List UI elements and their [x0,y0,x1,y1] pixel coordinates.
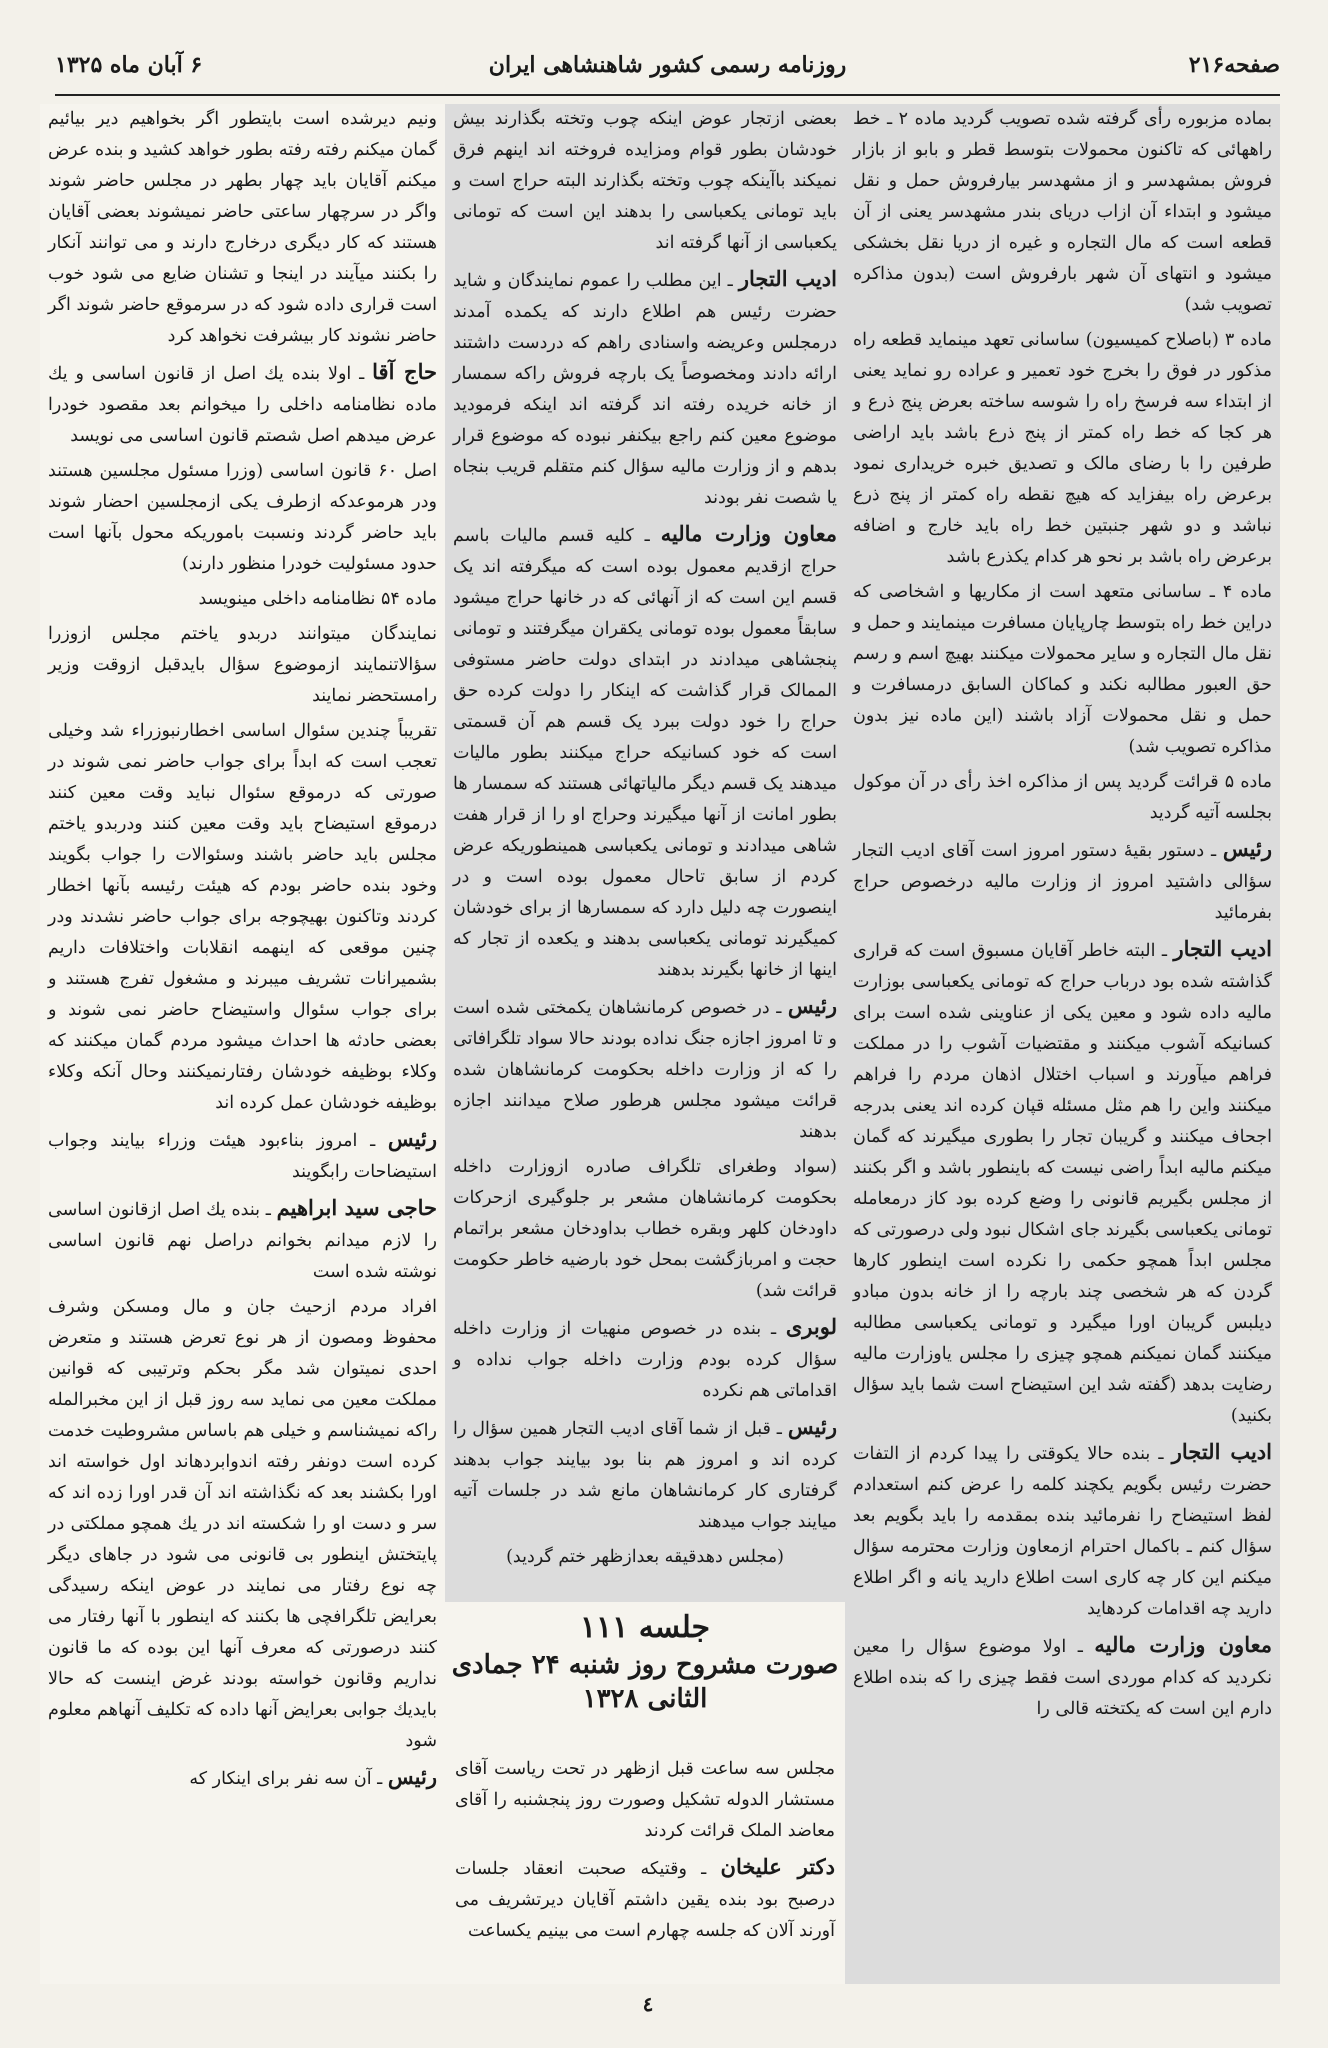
page-label: صفحه۲۱۶ [1188,52,1280,78]
page-number: ٤ [642,1992,654,2016]
speech-text: ـ امروز بناءبود هیئت وزراء بیایند وجواب استیضاحات رابگویند [48,1131,437,1182]
session-subtitle: صورت مشروح روز شنبه ۲۴ جمادی [451,1650,839,1680]
speaker-name: رئیس [387,1126,437,1151]
paragraph: تقریباً چندین سئوال اساسی اخطارنبوزراء شد وخیلی تعجب است که ابداً برای جواب حاضر نمی شوند در صورتی که درموقع سئوال نباید وقت معین کنند درموقع استیضاح باید وقت معین کنند ودربدو یاختم مجلس باید حاضر باشند وسئوالات را جواب بگویند وخود بنده حاضر بودم که هیئت رئیسه بآنها اخطار کردند وتاکنون بهیچوجه برای جواب حاضر نشدند ودر چنین موقعی که اینهمه انقلابات واختلافات داریم بشمیرانات تشریف میبرند و مشغول تفرج هستند و برای جواب سئوال واستیضاح حاضر نمی شوند و بعضی حادثه ها احداث میشود مردم گمان میکنند که وکلاء بوظیفه خودشان رفتارنمیکنند وحال آنکه وکلاء بوظیفه خودشان عمل کرده اند [48,721,437,1113]
speech [455,1851,835,1947]
column-left [40,104,445,1984]
issue-date: ۶ آبان ماه ۱۳۲۵ [55,52,203,78]
speech-text: ـ اولا بنده یك اصل از قانون اساسی و یك ماده نظامنامه داخلی را میخوانم بعد مقصود خودرا عرض میدهم اصل شصتم قانون اساسی می نویسد [48,364,437,446]
speaker-name: حاج آقا [372,359,437,384]
speaker-name: حاجی سید ابراهیم [276,1195,437,1220]
speaker-name: ادیب التجار [1173,936,1272,961]
speech [853,933,1272,1432]
session-body [445,1748,845,1984]
session-heading [445,1602,845,1748]
speech [48,1192,437,1288]
speech-text: ـ این مطلب را عموم نمایندگان و شاید حضرت رئیس هم اطلاع دارند که یکمده آمدند درمجلس وعریضه واسنادی راهم که دردست داشتند ارائه دادند ومخصوصاً یک بارچه فروش راکه سمسار از خانه خریده رفته اند گرفته اند اینکه فرمودید موضوع معین کنم راجع بیکنفر نبوده که موضوع قرار بدهم و از وزارت مالیه سؤال کنم متقلم قریب بنجاه یا شصت نفر بودند [453,271,837,508]
paper-title: روزنامه رسمی کشور شاهنشاهی ایران [488,52,847,78]
paragraph: ونیم دیرشده است بایتطور اگر بخواهیم دیر بیائیم گمان میکنم رفته رفته بطور خواهد کشید و بنده عرض میکنم آقایان باید چهار بطهر در مجلس حاضر شوند واگر در سرچهار ساعتی حاضر نمیشوند بعضی آقایان هستند که کار دیگری درخارج دارند و می توانند آنکار را بکنند میآیند در اینجا و تشنان ضایع می شود خوب است قراری داده شود که در سرموقع حاضر شوند اگر حاضر نشوند کار بیشرفت نخواهد کرد [48,109,437,346]
speech [853,1436,1272,1625]
speech [453,263,837,514]
speech-text: ـ آن سه نفر برای اینکار که [189,1769,383,1789]
paragraph: افراد مردم ازحیث جان و مال ومسکن وشرف محفوظ ومصون از هر نوع تعرض هستند و متعرض احدی نمیتوان شد مگر بحکم وترتیبی که قوانین مملکت معین می نماید سه روز قبل از این مخبرالمله راکه نمیشناسم و خیلی هم باساس مشروطیت خدمت کرده است دونفر رفته اندوابردهاند اول خواسته اند اورا بکشند بعد که نگذاشته اند آن قدر اورا زده اند که سر و دست او را شکسته اند در یك همچو مملکتی در پایتختش اینطور بی قانونی می شود در جاهای دیگر چه نوع رفتار می نمایند در عوض اینکه رسیدگی بعرایض تلگرافچی ها بکنند که اینطور با آنها رفتار می کنند درصورتی که معرف آنها این بوده که ما قانون نداریم وقانون خواسته بودند غرض اینست که حالا بایدیك جوابی بعرایض آنها داده که تکلیف آنهاهم معلوم شود [48,1297,437,1751]
speech [48,1123,437,1188]
paragraph: اصل ۶۰ قانون اساسی (وزرا مسئول مجلسین هستند ودر هرموعدکه ازطرف یکی ازمجلسین احضار شوند باید حاضر گردند ونسبت باموریکه محول بآنها است حدود مسئولیت خودرا منظور دارند) [48,461,437,574]
speech [48,1761,437,1795]
speaker-name: رئیس [1222,836,1272,861]
speech [453,518,837,986]
paragraph: بعضی ازتجار عوض اینکه چوب وتخته بگذارند بیش خودشان بطور قوام ومزایده فروخته اند اینهم فرق نمیکند باآینکه چوب وتخته بگذارند البته حراج است و باید تومانی یکعباسی را بدهند این است که تومانی یکعباسی از آنها گرفته اند [453,109,837,253]
paragraph: ماده ۵۴ نظامنامه داخلی مینویسد [198,589,437,609]
speech-text: ـ قبل از شما آقای ادیب التجار همین سؤال را کرده اند و امروز هم بنا بود بیایند جواب بدهند گرفتاری کار کرمانشاهان مانع شد در جلسات آتیه میایند جواب میدهند [453,1419,837,1532]
speech-text: ـ البته خاطر آقایان مسبوق است که قراری گذاشته شده بود درباب حراج که تومانی یکعباسی بوزارت مالیه داده شود و معین یکی از عناوینی شده است برای کسانیکه آشوب میکنند و مقتضیات آشوب را در مملکت فراهم میآورند و اسباب اختلال اذهان مردم را فراهم میکنند واین را هم مثل مسئله قپان کرده اند یعنی بدرجه اجحاف میکنند و گریبان تجار را بطوری میگیرند که گمان میکنم مالیه ابداً راضی نیست که باینطور باشد و اگر بکنند از مجلس بگیریم قانونی را وضع کرده بود کاز درمعامله تومانی یکعباسی بگیرند جای اشکال نبود ولی درصورتی که مجلس ابداً همچو حکمی را نکرده است اینطور کارها گردن که هر شخصی چند بارچه را از خانه بدون مبادو دیلبس گریبان اورا میگیرد و تومانی یکعباسی مطالبه میکنند گمان نمیکنم همچو چیزی را مجلس یاوزارت مالیه رضایت بدهد (گفته شد این استیضاح است شما باید سؤال بکنید) [853,941,1272,1426]
session-subtitle-2: الثانی ۱۳۲۸ [582,1684,708,1714]
speaker-name: معاون وزارت مالیه [1094,1632,1272,1657]
paragraph: (مجلس دهدقیقه بعدازظهر ختم گردید) [506,1547,784,1567]
speaker-name: رئیس [387,1764,437,1789]
speech-text: ـ بنده یك اصل ازقانون اساسی را لازم میدانم بخوانم دراصل نهم قانون اساسی نوشته شده است [48,1200,437,1282]
paragraph: (سواد وطغرای تلگراف صادره ازوزارت داخله بحکومت کرمانشاهان مشعر بر جلوگیری ازحرکات داودخان کلهر وبقره خطاب بداودخان مشعر براتمام حجت و امربازگشت بمحل خود بارضیه خاطر حکومت قرائت شد) [453,1157,837,1301]
speech [453,990,837,1148]
speech [453,1311,837,1407]
speaker-name: دکتر علیخان [720,1854,835,1879]
speaker-name: معاون وزارت مالیه [660,521,837,546]
speaker-name: رئیس [787,1414,837,1439]
speech-text: ـ بنده در خصوص منهیات از وزارت داخله سؤال کرده بودم وزارت داخله جواب نداده و اقداماتی هم نکرده [453,1319,837,1401]
paragraph: ماده ۴ ـ ساسانی متعهد است از مکاریها و اشخاصی که دراین خط راه بتوسط چارپایان مسافرت مینمایند و حمل و نقل مال التجاره و سایر محمولات میکنند بهیچ اسم و رسم حق العبور مطالبه نکند و کماکان السابق درمسافرت و حمل و نقل محمولات آزاد باشند (این ماده نیز بدون مذاکره تصویب شد) [853,582,1272,757]
session-title: جلسه ۱۱۱ [579,1610,711,1645]
paragraph: ماده ۵ قرائت گردید پس از مذاکره اخذ رأی در آن موکول بجلسه آتیه گردید [853,772,1272,823]
speaker-name: لوبری [785,1314,837,1339]
page-header [55,48,1280,96]
column-middle [445,104,845,1602]
speech [48,356,437,452]
speech-text: ـ دستور بقیهٔ دستور امروز است آقای ادیب التجار سؤالی داشتید امروز از وزارت مالیه درخصوص حراج بفرمائید [853,841,1272,923]
speech-text: ـ بنده حالا یکوقتی را پیدا کردم از التفات حضرت رئیس بگویم یکچند کلمه را عرض کنم استعدادم لفظ استیضاح را نفرمائید بنده بمقدمه را باید بگویم بعد سؤال کنم ـ باکمال احترام ازمعاون وزارت محترمه سؤال میکنم این کار چه کاری است اطلاع دارید یانه و اگر اطلاع دارید چه اقدامات کردهاید [853,1444,1272,1619]
paragraph: نمایندگان میتوانند دربدو یاختم مجلس ازوزرا سؤالاتنمایند ازموضوع سؤال بایدقبل ازوقت وزیر رامستحضر نمایند [48,624,437,706]
speech-text: ـ در خصوص کرمانشاهان یکمختی شده است و تا امروز اجازه جنگ نداده بودند حالا سواد تلگرافاتی را که از وزارت داخله بحکومت کرمانشاهان شده قرائت میشود مجلس هرطور صلاح میدانند اجازه بدهند [453,998,837,1142]
speech-text: ـ وقتیکه صحبت انعقاد جلسات درصبح بود بنده یقین داشتم آقایان دیرتشریف می آورند آلان که جلسه چهارم است می بینیم یکساعت [455,1859,835,1941]
speaker-name: ادیب التجار [738,266,837,291]
paragraph: مجلس سه ساعت قبل ازظهر در تحت ریاست آقای مستشار الدوله تشکیل وصورت روز پنجشنبه را آقای معاضد الملک قرائت کردند [455,1759,835,1841]
column-right [845,104,1280,1984]
speech [853,833,1272,929]
speaker-name: ادیب التجار [1171,1439,1272,1464]
paragraph: بماده مزبوره رأی گرفته شده تصویب گردید ماده ۲ ـ خط راههائی که تاکنون محمولات بتوسط قطر و بابو از بازار فروش بمشهدسر و از مشهدسر بیارفروش حمل و نقل میشود و ابتداء آن ازاب دریای بندر مشهدسر یعنی از آن قطعه است که مال التجاره و غیره از دریا نقل بخشکی میشود و انتهای آن شهر بارفروش است (بدون مذاکره تصویب شد) [853,109,1272,315]
speech-text: ـ کلیه قسم مالیات باسم حراج ازقدیم معمول بوده است که میگرفته اند یک قسم این است که از آنهائی که در خانها حراج میشود سابقاً معمول بوده تومانی یکقران میگرفتند و تومانی پنجشاهی میدادند در ابتدای دولت حاضر مستوفی الممالک قرار گذاشت که اینکار را دولت کرده حق حراج را خود دولت ببرد یک قسم هم آن قسمتی است که خود کسانیکه حراج میکنند بطور مالیات میدهند یک قسم دیگر مالیاتهائی هستند که سمسار ها بطور امانت از آنها میگیرند وحراج او را از قرار هفت شاهی میدادند و تومانی یکعباسی همینطوریکه عرض کردم از سابق تاحال معمول بوده است و در اینصورت چه دلیل دارد که سمسارها از برای خودشان کمیگیرند تومانی یکعباسی بدهند و یکعده از تجار که اینها از خانها بگیرند بدهند [453,526,837,980]
speech [453,1411,837,1538]
speech [853,1629,1272,1725]
paragraph: ماده ۳ (باصلاح کمیسیون) ساسانی تعهد مینماید قطعه راه مذکور در فوق را بخرج خود تعمیر و عراده رو نماید یعنی از ابتداء سه فرسخ راه را شوسه ساخته بعرض پنج ذرع و هر کجا که خط راه کمتر از پنج ذرع باشد باید اراضی طرفین را با رضای مالک و تصدیق خبره خریداری نمود برعرض راه بیفزاید که هیچ نقطه راه کمتر از پنج ذرع نباشد و دو شهر جنبتین خط راه باید خارج و اضافه برعرض راه باشد بر نحو هر کدام یکذرع باشد [853,330,1273,567]
speech-text: ـ اولا موضوع سؤال را معین نکردید که کدام موردی است فقط چیزی را که بنده اطلاع دارم این است که یکتخته قالی را [853,1637,1272,1719]
speaker-name: رئیس [787,993,837,1018]
